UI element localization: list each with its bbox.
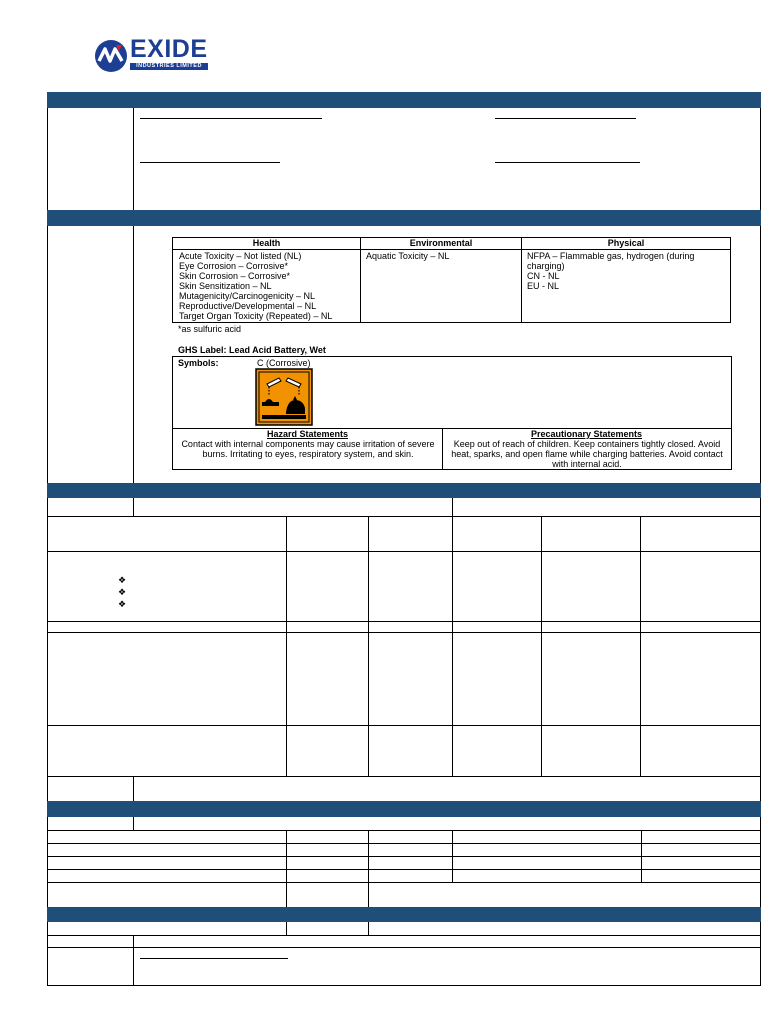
bullet-icon: ❖ <box>118 599 127 609</box>
section-band-3 <box>47 483 761 498</box>
list-item: Aquatic Toxicity – NL <box>366 251 450 261</box>
sec3-label-divider <box>133 498 134 516</box>
section-band-1 <box>47 92 761 108</box>
sec4-row-rule-4 <box>47 869 761 870</box>
sec4-grid-col-3 <box>452 830 453 882</box>
hazard-classification-table <box>172 237 731 323</box>
list-item: CN - NL <box>527 271 560 281</box>
sec5-label-divider <box>133 935 134 985</box>
sec3-grid-col-2 <box>368 516 369 776</box>
sec3-row-rule-1 <box>47 516 761 517</box>
sec4-row-rule-2 <box>47 843 761 844</box>
symbols-label: Symbols: <box>178 358 219 368</box>
underline-4 <box>495 162 640 163</box>
sec3-grid-col-3 <box>452 516 453 776</box>
sec3-row-rule-2 <box>47 551 761 552</box>
sec4-grid-col-4 <box>641 830 642 882</box>
list-item: Reproductive/Developmental – NL <box>179 301 317 311</box>
sec3-row-rule-4 <box>47 632 761 633</box>
sec3-row-rule-3 <box>47 621 761 622</box>
exide-logo-icon <box>94 39 128 73</box>
hazard-table-col-rule-2 <box>521 238 522 322</box>
logo-brand: EXIDE <box>130 35 208 63</box>
sec3-footer-label-divider <box>133 776 134 801</box>
hazard-table-header-rule <box>173 249 730 250</box>
frame-right <box>760 92 761 986</box>
sec4-row-rule-3 <box>47 856 761 857</box>
company-logo <box>94 36 214 76</box>
sec5-row-rule-2 <box>47 947 761 948</box>
symbol-name: C (Corrosive) <box>257 358 311 368</box>
sec4-label-divider <box>133 817 134 830</box>
underline-1 <box>140 118 322 119</box>
bullet-icon: ❖ <box>118 575 127 585</box>
sec4-row-rule-1 <box>47 830 761 831</box>
ghs-label-box <box>172 356 732 470</box>
sec5-grid-col-1 <box>286 922 287 935</box>
underline-5 <box>140 958 288 959</box>
environmental-list <box>366 251 518 261</box>
sec4-grid-col-1 <box>286 830 287 907</box>
sec5-row-rule-1 <box>47 935 761 936</box>
hazard-footnote: *as sulfuric acid <box>178 324 242 334</box>
sec3-grid-col-5 <box>640 516 641 776</box>
label-column-divider-1 <box>133 108 134 210</box>
environmental-header: Environmental <box>409 238 473 248</box>
sec4-row-rule-5 <box>47 882 761 883</box>
frame-bottom <box>47 985 761 986</box>
list-item: EU - NL <box>527 281 560 291</box>
list-item: Eye Corrosion – Corrosive* <box>179 261 289 271</box>
list-item: Skin Sensitization – NL <box>179 281 272 291</box>
hazard-statements-title: Hazard Statements <box>266 429 349 439</box>
precautionary-statements-title: Precautionary Statements <box>530 429 643 439</box>
list-item: Skin Corrosion – Corrosive* <box>179 271 291 281</box>
section-band-2 <box>47 210 761 226</box>
bullet-icon: ❖ <box>118 587 127 597</box>
frame-left <box>47 92 48 986</box>
label-column-divider-2 <box>133 226 134 483</box>
sec3-grid-col-1 <box>286 516 287 776</box>
sec3-row-rule-5 <box>47 725 761 726</box>
list-item: Target Organ Toxicity (Repeated) – NL <box>179 311 333 321</box>
underline-3 <box>140 162 280 163</box>
sec4-grid-col-2 <box>368 830 369 907</box>
sec3-mid-divider <box>452 498 453 516</box>
sec3-row-rule-6 <box>47 776 761 777</box>
list-item: NFPA – Flammable gas, hydrogen (during charging) <box>527 251 695 271</box>
physical-list <box>527 251 727 291</box>
sec5-grid-col-2 <box>368 922 369 935</box>
precautionary-statements-text: Keep out of reach of children. Keep containers tightly closed. Avoid heat, sparks, and open flame while charging batteries. Avoid contact with internal acid. <box>451 439 723 469</box>
list-item: Mutagenicity/Carcinogenicity – NL <box>179 291 316 301</box>
section-band-5 <box>47 907 761 922</box>
sec3-grid-col-4 <box>541 516 542 776</box>
ghs-label-title: GHS Label: Lead Acid Battery, Wet <box>178 345 326 355</box>
health-list <box>179 251 359 321</box>
hazard-statements-text: Contact with internal components may cause irritation of severe burns. Irritating to eyes, respiratory system, and skin. <box>181 439 435 459</box>
underline-2 <box>495 118 636 119</box>
hazard-table-col-rule-1 <box>360 238 361 322</box>
physical-header: Physical <box>607 238 645 248</box>
list-item: Acute Toxicity – Not listed (NL) <box>179 251 302 261</box>
corrosive-pictogram-icon <box>255 368 313 426</box>
health-header: Health <box>252 238 281 248</box>
logo-subtitle: INDUSTRIES LIMITED <box>136 63 202 69</box>
section-band-4 <box>47 801 761 817</box>
